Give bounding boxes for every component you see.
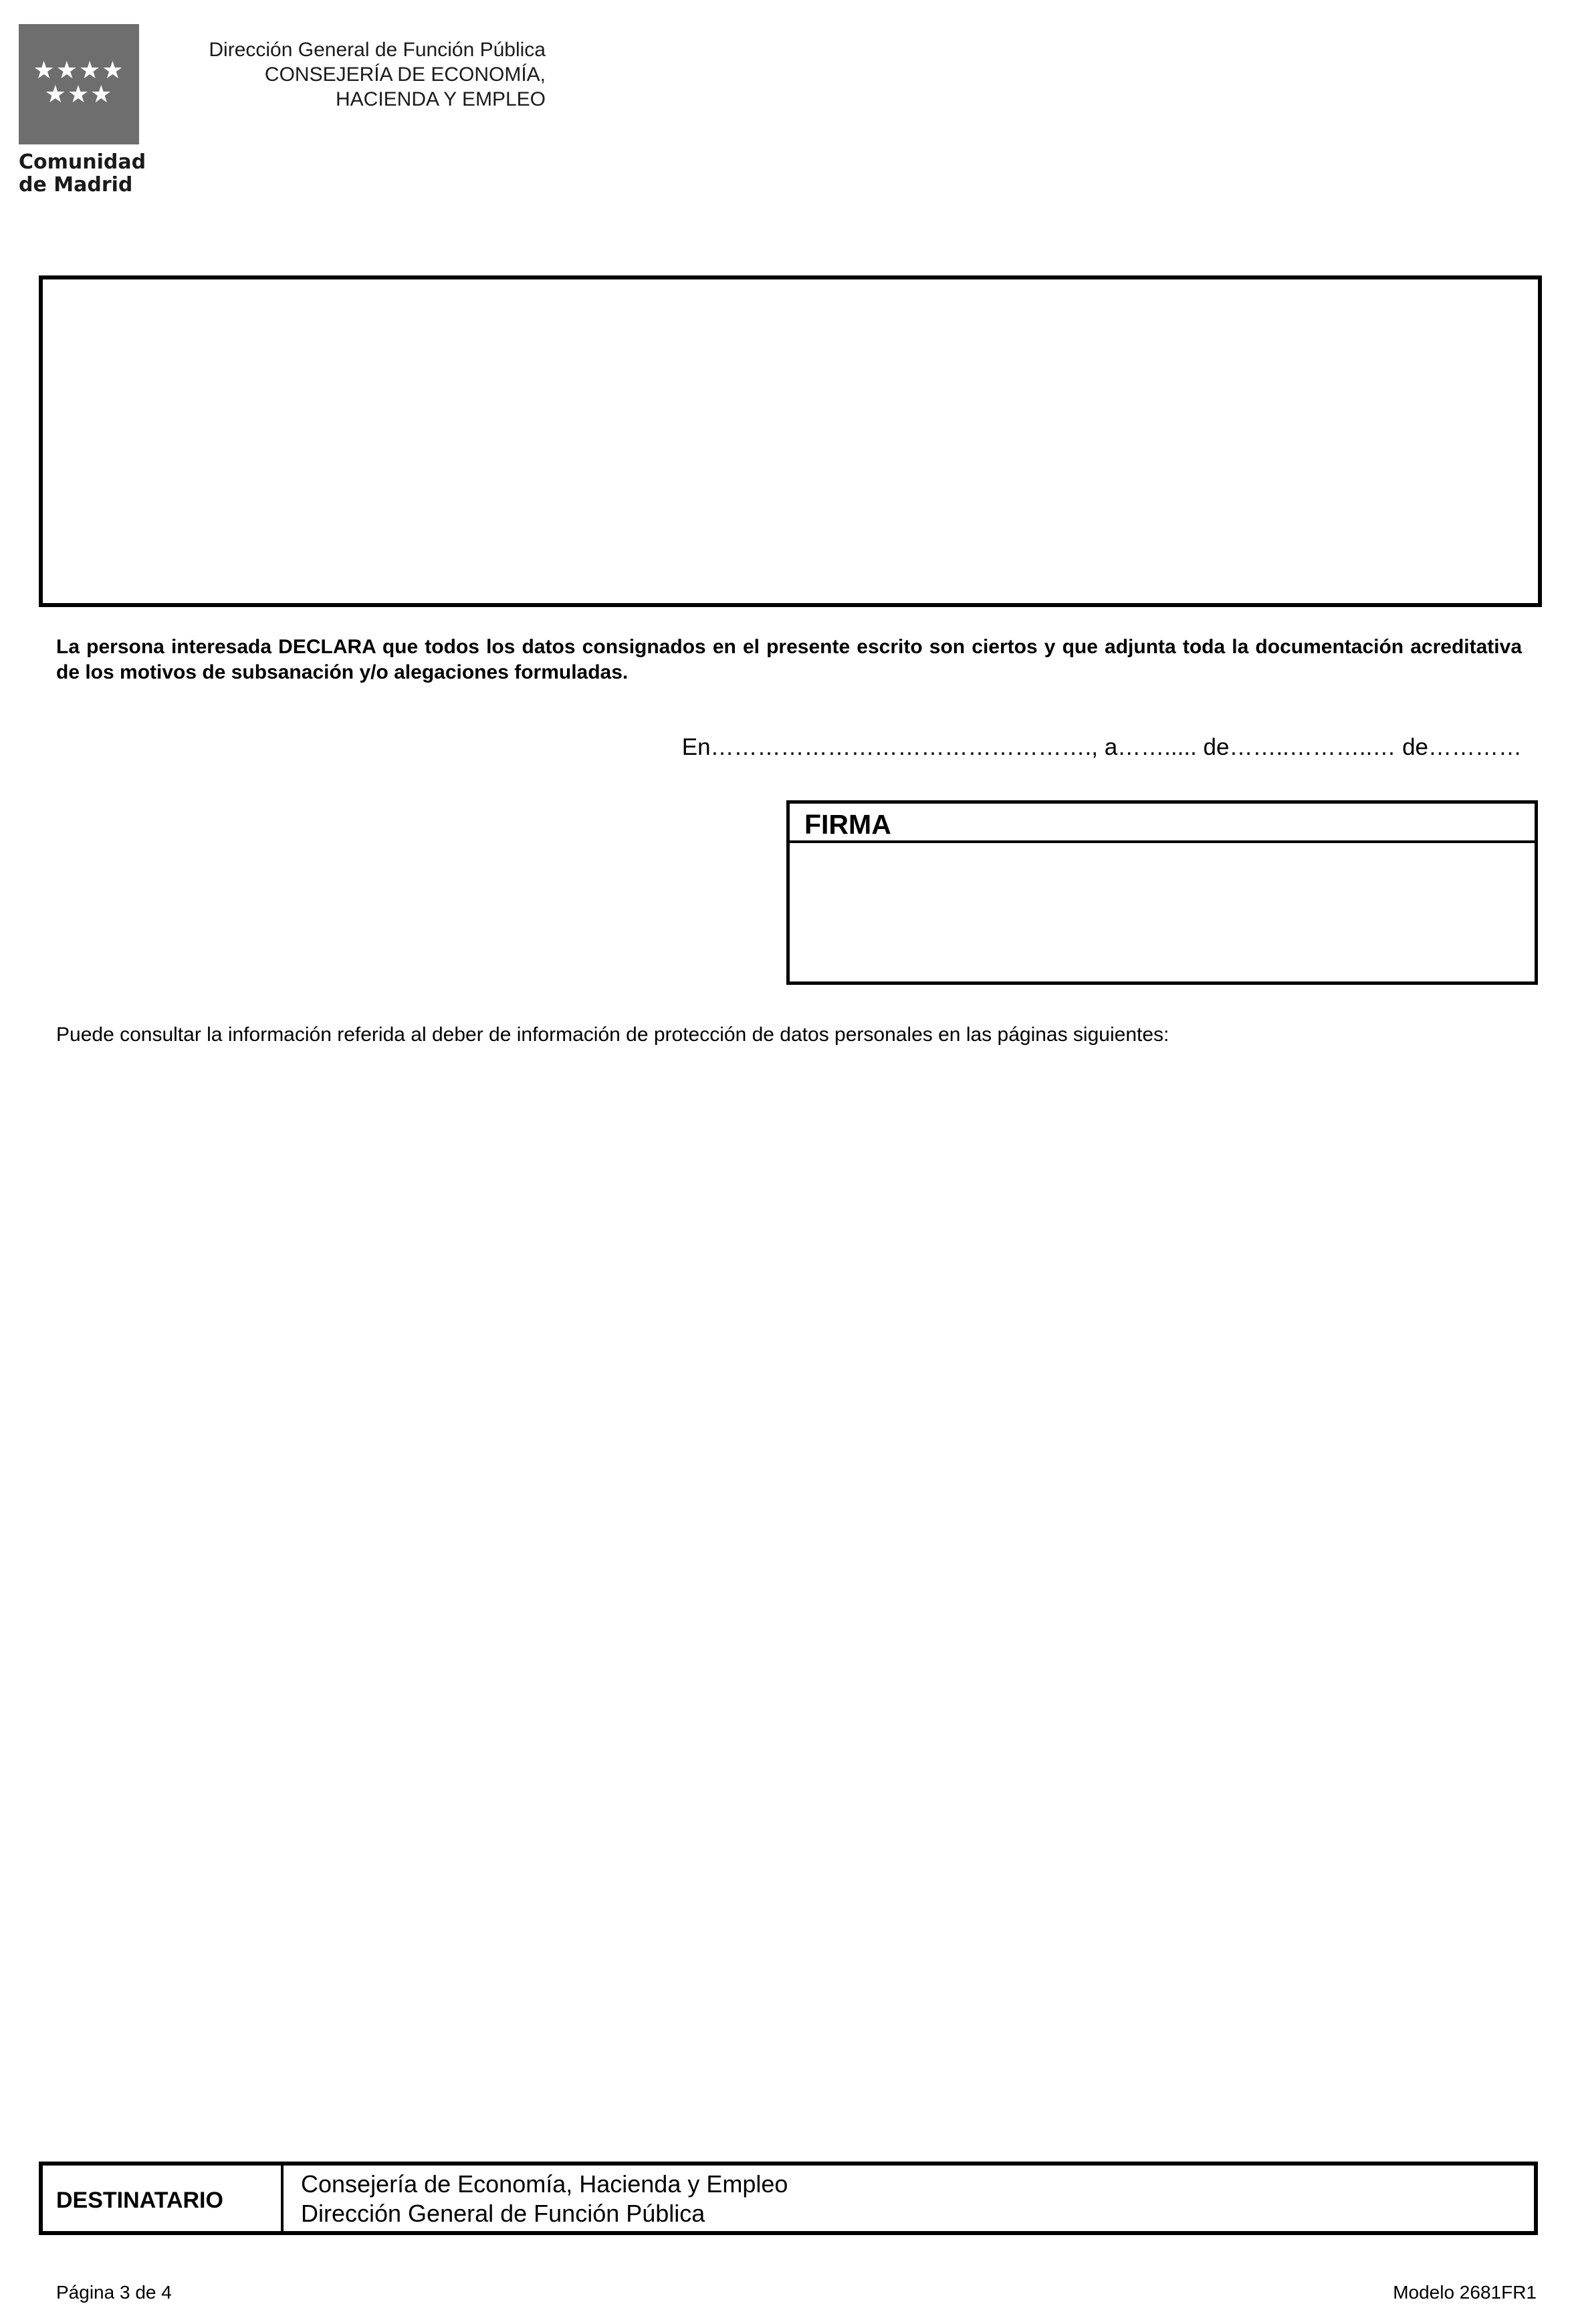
authority-line3: HACIENDA Y EMPLEO xyxy=(335,88,546,110)
signature-header xyxy=(790,804,1535,843)
recipient-label: DESTINATARIO xyxy=(56,2188,223,2213)
recipient-divider xyxy=(281,2166,284,2231)
allegations-textarea[interactable] xyxy=(39,275,1542,607)
authority-line2: CONSEJERÍA DE ECONOMÍA, xyxy=(264,64,546,86)
issuing-authority xyxy=(147,37,546,112)
page-number: Página 3 de 4 xyxy=(56,2282,172,2303)
stars-icon xyxy=(19,59,139,107)
signature-label: FIRMA xyxy=(804,809,891,840)
stars-row-bottom: ★★★ xyxy=(44,81,114,108)
logo-name-line2: de Madrid xyxy=(19,173,133,197)
recipient-value xyxy=(301,2170,788,2228)
logo-name xyxy=(19,151,146,197)
recipient-line1: Consejería de Economía, Hacienda y Empleo xyxy=(301,2170,788,2198)
logo-name-line1: Comunidad xyxy=(19,150,146,174)
data-protection-notice: Puede consultar la información referida al deber de información de protección de datos personales en las páginas siguientes: xyxy=(56,1024,1169,1046)
recipient-table xyxy=(39,2162,1538,2235)
declaration-text: La persona interesada DECLARA que todos los datos consignados en el presente escrito son ciertos y que adjunta toda la documentación acreditativa de los motivos de subsanación y/o alegaciones formuladas. xyxy=(56,636,1522,683)
stars-row-top: ★★★★ xyxy=(33,57,125,84)
logo-emblem xyxy=(19,24,139,144)
place-date-field[interactable]: En…………………………………………., a……..... de……..………..… de………… xyxy=(681,734,1522,760)
model-code: Modelo 2681FR1 xyxy=(1393,2282,1537,2303)
signature-box[interactable] xyxy=(786,800,1538,985)
authority-line1: Dirección General de Función Pública xyxy=(209,39,546,61)
recipient-line2: Dirección General de Función Pública xyxy=(301,2200,705,2227)
